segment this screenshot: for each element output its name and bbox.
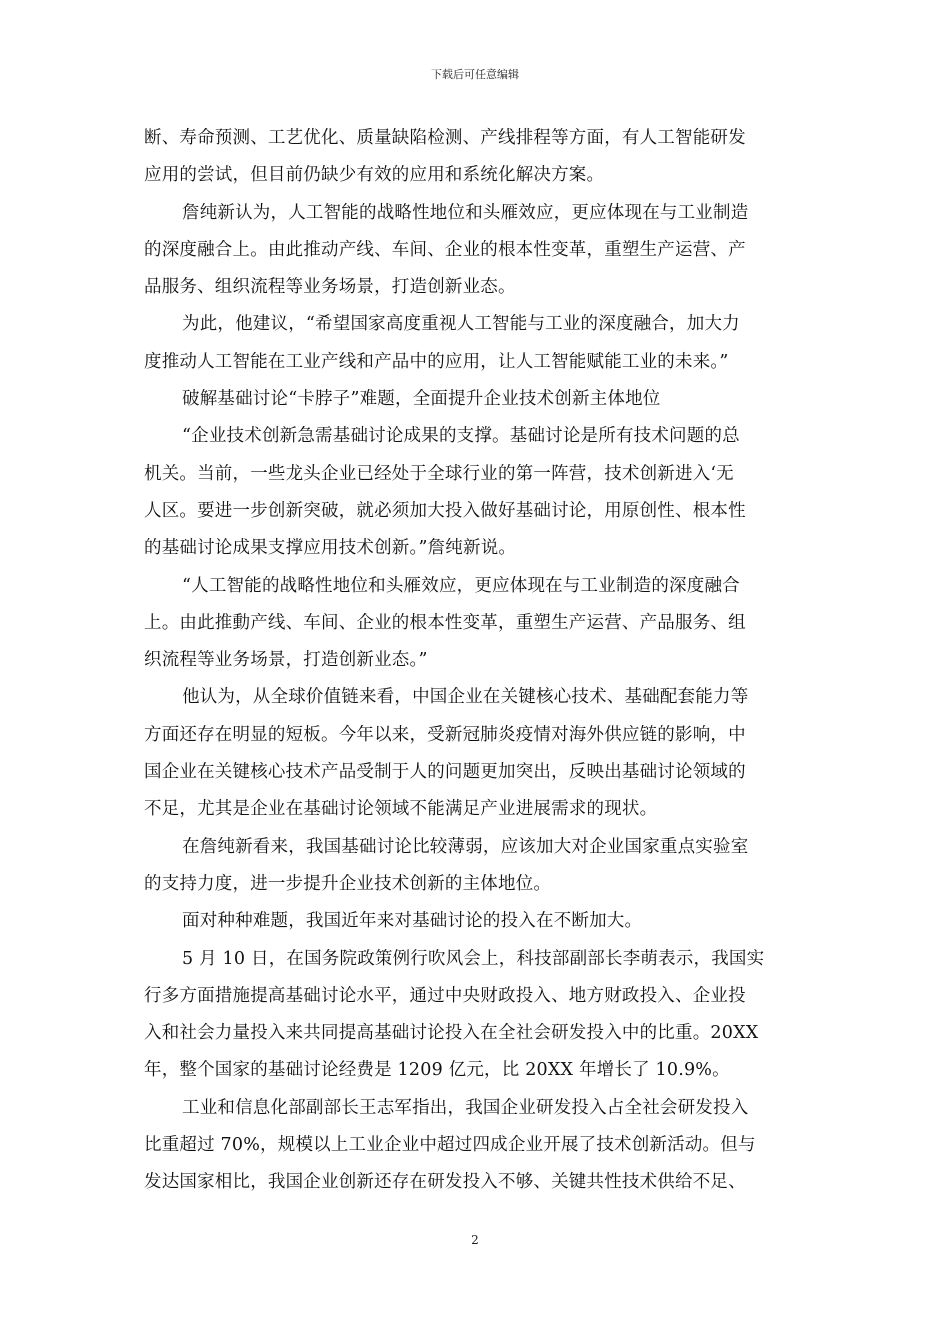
document-body xyxy=(144,120,809,1202)
text-line: 发达国家相比，我国企业创新还存在研发投入不够、关键共性技术供给不足、 xyxy=(144,1172,746,1193)
text-line: 品服务、组织流程等业务场景，打造创新业态。 xyxy=(144,277,516,298)
text-line: 的深度融合上。由此推动产线、车间、企业的根本性变革，重塑生产运营、产 xyxy=(144,239,746,260)
text-line: 年，整个国家的基础讨论经费是 1209 亿元，比 20XX 年增长了 10.9%。 xyxy=(144,1060,730,1081)
text-line: 入和社会力量投入来共同提高基础讨论投入在全社会研发投入中的比重。20XX xyxy=(144,1023,759,1044)
text-line: 工业和信息化部副部长王志军指出，我国企业研发投入占全社会研发投入 xyxy=(182,1097,749,1118)
text-line: 人区。要进一步创新突破，就必须加大投入做好基础讨论，用原创性、根本性 xyxy=(144,500,746,521)
text-line: 方面还存在明显的短板。今年以来，受新冠肺炎疫情对海外供应链的影响，中 xyxy=(144,724,746,745)
text-line: 织流程等业务场景，打造创新业态。” xyxy=(144,650,428,671)
text-line: 的基础讨论成果支撑应用技术创新。”詹纯新说。 xyxy=(144,538,517,559)
text-line: 为此，他建议，“希望国家高度重视人工智能与工业的深度融合，加大力 xyxy=(182,314,740,335)
text-line: 断、寿命预测、工艺优化、质量缺陷检测、产线排程等方面，有人工智能研发 xyxy=(144,128,746,148)
text-line: 度推动人工智能在工业产线和产品中的应用，让人工智能赋能工业的未来。” xyxy=(144,351,729,372)
text-line: “人工智能的战略性地位和头雁效应，更应体现在与工业制造的深度融合 xyxy=(182,575,740,596)
page-header: 下载后可任意编辑 xyxy=(431,68,519,81)
text-line: 破解基础讨论“卡脖子”难题，全面提升企业技术创新主体地位 xyxy=(182,389,661,410)
text-line: 应用的尝试，但目前仍缺少有效的应用和系统化解决方案。 xyxy=(144,165,605,186)
text-line: 行多方面措施提高基础讨论水平，通过中央财政投入、地方财政投入、企业投 xyxy=(144,985,746,1006)
text-line: 的支持力度，进一步提升企业技术创新的主体地位。 xyxy=(144,873,552,894)
text-line: 不足，尤其是企业在基础讨论领域不能满足产业进展需求的现状。 xyxy=(144,799,658,820)
text-line: 在詹纯新看来，我国基础讨论比较薄弱，应该加大对企业国家重点实验室 xyxy=(182,836,749,857)
text-line: 上。由此推動产线、车间、企业的根本性变革，重塑生产运营、产品服务、组 xyxy=(144,612,746,633)
page-number: 2 xyxy=(471,1233,479,1247)
text-line: 机关。当前，一些龙头企业已经处于全球行业的第一阵营，技术创新进入‘无 xyxy=(144,463,734,484)
text-line: 詹纯新认为，人工智能的战略性地位和头雁效应，更应体现在与工业制造 xyxy=(182,202,749,223)
text-line: 比重超过 70%，规模以上工业企业中超过四成企业开展了技术创新活动。但与 xyxy=(144,1135,756,1156)
text-line: 面对种种难题，我国近年来对基础讨论的投入在不断加大。 xyxy=(182,911,643,932)
text-line: 国企业在关键核心技术产品受制于人的问题更加突出，反映出基础讨论领域的 xyxy=(144,762,746,783)
text-line: “企业技术创新急需基础讨论成果的支撑。基础讨论是所有技术问题的总 xyxy=(182,426,740,447)
text-line: 他认为，从全球价值链来看，中国企业在关键核心技术、基础配套能力等 xyxy=(182,687,749,708)
text-line: 5 月 10 日，在国务院政策例行吹风会上，科技部副部长李萌表示，我国实 xyxy=(182,948,765,969)
